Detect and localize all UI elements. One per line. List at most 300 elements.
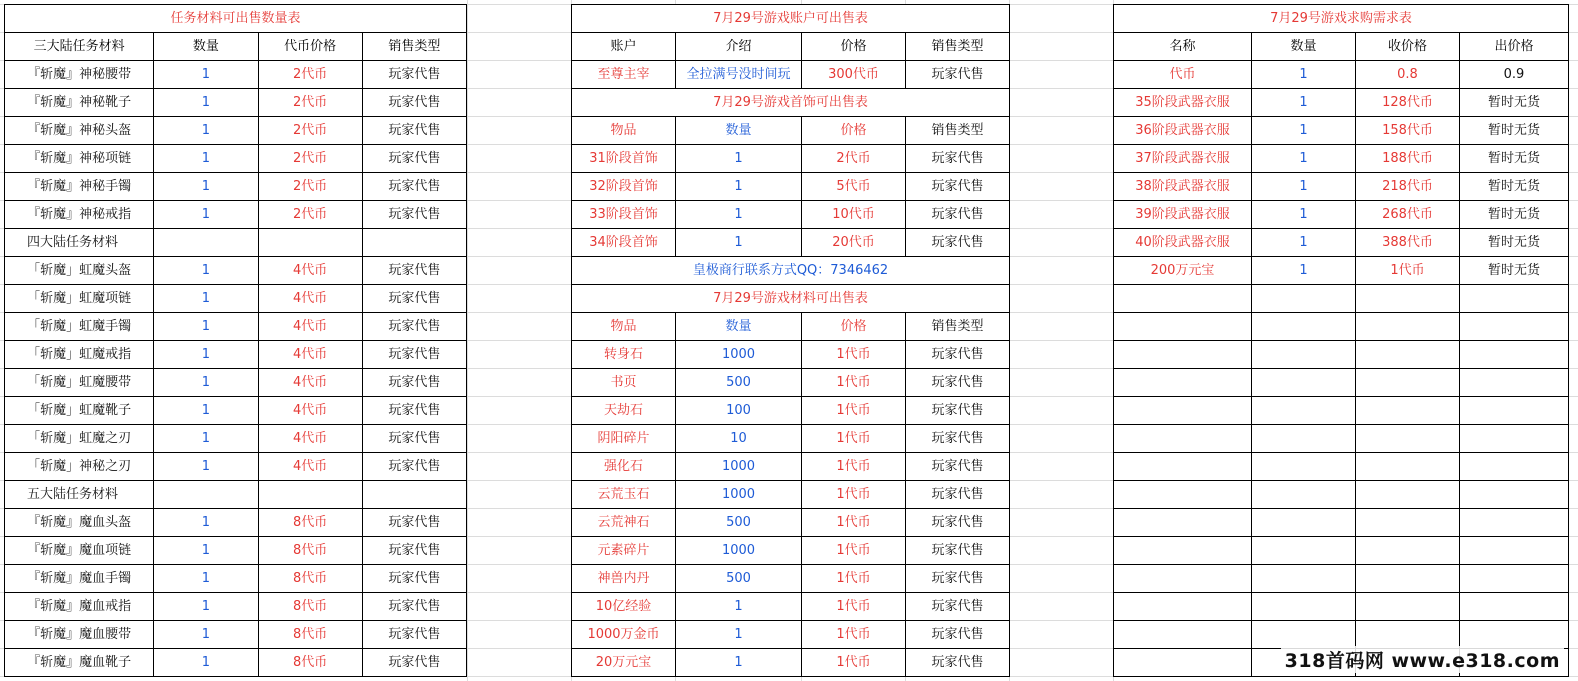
item-name: 33阶段首饰: [572, 201, 676, 229]
sale-type: 玩家代售: [362, 201, 466, 229]
sell-price: 暂时无货: [1460, 89, 1569, 117]
item-name: 元素碎片: [572, 537, 676, 565]
item-quantity: 500: [676, 509, 802, 537]
buy-price: 158代币: [1356, 117, 1460, 145]
table-row: [572, 61, 1010, 89]
buy-price: 268代币: [1356, 201, 1460, 229]
empty-cell: [154, 229, 258, 257]
header-cell: 物品: [572, 313, 676, 341]
item-quantity: 1: [676, 229, 802, 257]
empty-cell: [1356, 565, 1460, 593]
sale-type: 玩家代售: [906, 593, 1010, 621]
header-cell: 价格: [802, 33, 906, 61]
buy-price: 388代币: [1356, 229, 1460, 257]
table-title-row: [1114, 5, 1569, 33]
item-price: 2代币: [258, 145, 362, 173]
item-quantity: 500: [676, 369, 802, 397]
header-cell: 三大陆任务材料: [5, 33, 154, 61]
item-quantity: 1000: [676, 453, 802, 481]
item-price: 4代币: [258, 453, 362, 481]
item-price: 1代币: [802, 481, 906, 509]
table-row: [572, 481, 1010, 509]
sale-type: 玩家代售: [362, 621, 466, 649]
item-price: 1代币: [802, 565, 906, 593]
empty-row: [1114, 397, 1569, 425]
purchase-demand-table: [1113, 4, 1569, 677]
header-cell: 名称: [1114, 33, 1252, 61]
header-cell: 价格: [802, 117, 906, 145]
item-price: 4代币: [258, 313, 362, 341]
item-name: 云荒神石: [572, 509, 676, 537]
table-row: [5, 89, 467, 117]
sale-type: 玩家代售: [362, 89, 466, 117]
header-cell: 账户: [572, 33, 676, 61]
table-row: [5, 341, 467, 369]
item-name: 『斩魔』神秘手镯: [5, 173, 154, 201]
item-price: 1代币: [802, 341, 906, 369]
sale-type: 玩家代售: [906, 61, 1010, 89]
item-quantity: 1: [676, 649, 802, 677]
item-name: 37阶段武器衣服: [1114, 145, 1252, 173]
item-quantity: 1: [154, 117, 258, 145]
item-name: 34阶段首饰: [572, 229, 676, 257]
empty-cell: [1114, 649, 1252, 677]
empty-cell: [1252, 481, 1356, 509]
table-row: [1114, 257, 1569, 285]
item-price: 5代币: [802, 173, 906, 201]
empty-cell: [1356, 453, 1460, 481]
item-name: 「斩魔」虹魔腰带: [5, 369, 154, 397]
buy-price: 128代币: [1356, 89, 1460, 117]
empty-row: [1114, 621, 1569, 649]
header-cell: 销售类型: [906, 313, 1010, 341]
item-quantity: 1: [154, 173, 258, 201]
item-price: 2代币: [802, 145, 906, 173]
item-name: 强化石: [572, 453, 676, 481]
table-row: [5, 565, 467, 593]
item-price: 8代币: [258, 649, 362, 677]
buy-price: 218代币: [1356, 173, 1460, 201]
empty-row: [1114, 453, 1569, 481]
sale-type: 玩家代售: [906, 173, 1010, 201]
account-intro: 全拉满号没时间玩: [676, 61, 802, 89]
empty-cell: [1356, 313, 1460, 341]
item-name: 云荒玉石: [572, 481, 676, 509]
jewelry-table-title: 7月29号游戏首饰可出售表: [572, 89, 1010, 117]
buy-price: 0.8: [1356, 61, 1460, 89]
item-name: 31阶段首饰: [572, 145, 676, 173]
sale-type: 玩家代售: [906, 397, 1010, 425]
empty-cell: [1460, 369, 1569, 397]
sale-type: 玩家代售: [362, 145, 466, 173]
table-title-row: [572, 285, 1010, 313]
item-price: 2代币: [258, 61, 362, 89]
sale-type: 玩家代售: [906, 649, 1010, 677]
table-row: [572, 649, 1010, 677]
item-quantity: 1: [154, 89, 258, 117]
empty-cell: [362, 229, 466, 257]
item-quantity: 1000: [676, 537, 802, 565]
item-name: 38阶段武器衣服: [1114, 173, 1252, 201]
item-name: 『斩魔』神秘戒指: [5, 201, 154, 229]
sell-price: 暂时无货: [1460, 145, 1569, 173]
table-row: [572, 593, 1010, 621]
table-row: [5, 117, 467, 145]
sale-type: 玩家代售: [362, 61, 466, 89]
sale-type: 玩家代售: [906, 341, 1010, 369]
table-title-row: [572, 5, 1010, 33]
item-name: 『斩魔』魔血靴子: [5, 649, 154, 677]
sell-price: 0.9: [1460, 61, 1569, 89]
empty-cell: [1460, 313, 1569, 341]
empty-cell: [1114, 369, 1252, 397]
header-cell: 数量: [676, 313, 802, 341]
item-quantity: 1: [154, 649, 258, 677]
empty-cell: [1252, 341, 1356, 369]
item-quantity: 500: [676, 565, 802, 593]
item-name: 「斩魔」神秘之刃: [5, 453, 154, 481]
item-price: 4代币: [258, 397, 362, 425]
task-materials-table: [4, 4, 467, 677]
item-name: 『斩魔』魔血项链: [5, 537, 154, 565]
item-price: 4代币: [258, 425, 362, 453]
header-cell: 收价格: [1356, 33, 1460, 61]
sale-type: 玩家代售: [906, 369, 1010, 397]
item-name: 20万元宝: [572, 649, 676, 677]
item-price: 2代币: [258, 173, 362, 201]
item-quantity: 1: [154, 509, 258, 537]
empty-cell: [1460, 537, 1569, 565]
empty-row: [1114, 565, 1569, 593]
table-row: [5, 145, 467, 173]
header-cell: 介绍: [676, 33, 802, 61]
table-row: [572, 397, 1010, 425]
empty-cell: [1460, 453, 1569, 481]
item-name: 36阶段武器衣服: [1114, 117, 1252, 145]
sale-type: 玩家代售: [362, 593, 466, 621]
empty-cell: [1114, 565, 1252, 593]
table-row: [1114, 201, 1569, 229]
item-quantity: 1: [154, 313, 258, 341]
table-row: [5, 453, 467, 481]
item-price: 1代币: [802, 621, 906, 649]
item-quantity: 1: [1252, 117, 1356, 145]
watermark: 318首码网 www.e318.com: [1281, 646, 1564, 673]
item-price: 1代币: [802, 509, 906, 537]
item-price: 1代币: [802, 593, 906, 621]
item-quantity: 1000: [676, 341, 802, 369]
item-price: 2代币: [258, 201, 362, 229]
item-quantity: 1: [676, 621, 802, 649]
sale-type: 玩家代售: [906, 201, 1010, 229]
item-name: 书页: [572, 369, 676, 397]
empty-cell: [362, 481, 466, 509]
empty-cell: [1356, 509, 1460, 537]
item-price: 1代币: [802, 649, 906, 677]
table-row: [5, 425, 467, 453]
empty-cell: [1356, 397, 1460, 425]
sale-type: 玩家代售: [362, 341, 466, 369]
empty-cell: [258, 229, 362, 257]
item-name: 32阶段首饰: [572, 173, 676, 201]
item-name: 「斩魔」虹魔之刃: [5, 425, 154, 453]
contact-qq: 皇极商行联系方式QQ：7346462: [572, 257, 1010, 285]
empty-cell: [1114, 341, 1252, 369]
header-cell: 销售类型: [362, 33, 466, 61]
item-price: 2代币: [258, 117, 362, 145]
item-quantity: 1: [154, 621, 258, 649]
empty-cell: [1356, 369, 1460, 397]
empty-row: [1114, 425, 1569, 453]
account-name: 至尊主宰: [572, 61, 676, 89]
table-row: [572, 425, 1010, 453]
item-quantity: 1: [154, 565, 258, 593]
table-header-row: [572, 117, 1010, 145]
item-price: 1代币: [802, 425, 906, 453]
empty-cell: [1114, 425, 1252, 453]
item-quantity: 1: [1252, 61, 1356, 89]
empty-cell: [1252, 593, 1356, 621]
item-price: 8代币: [258, 621, 362, 649]
sale-type: 玩家代售: [362, 453, 466, 481]
item-name: 神兽内丹: [572, 565, 676, 593]
item-quantity: 1: [154, 257, 258, 285]
sale-type: 玩家代售: [362, 537, 466, 565]
empty-cell: [1252, 369, 1356, 397]
table-row: [572, 453, 1010, 481]
item-quantity: 1: [1252, 201, 1356, 229]
header-cell: 数量: [676, 117, 802, 145]
table-row: [1114, 117, 1569, 145]
item-name: 『斩魔』魔血头盔: [5, 509, 154, 537]
section-label: 五大陆任务材料: [5, 481, 154, 509]
empty-row: [1114, 593, 1569, 621]
item-quantity: 1: [676, 173, 802, 201]
sell-price: 暂时无货: [1460, 173, 1569, 201]
item-name: 『斩魔』魔血手镯: [5, 565, 154, 593]
table-row: [5, 201, 467, 229]
empty-cell: [1252, 285, 1356, 313]
header-cell: 价格: [802, 313, 906, 341]
item-price: 8代币: [258, 509, 362, 537]
item-quantity: 1: [154, 285, 258, 313]
table-title-row: [572, 89, 1010, 117]
empty-cell: [1460, 397, 1569, 425]
table-row: [5, 593, 467, 621]
table-row: [1114, 89, 1569, 117]
item-price: 1代币: [802, 453, 906, 481]
item-name: 转身石: [572, 341, 676, 369]
table-row: [5, 509, 467, 537]
header-cell: 代币价格: [258, 33, 362, 61]
empty-cell: [1356, 537, 1460, 565]
item-quantity: 1: [154, 397, 258, 425]
section-row: [5, 229, 467, 257]
empty-cell: [1356, 621, 1460, 649]
empty-cell: [1114, 285, 1252, 313]
item-price: 10代币: [802, 201, 906, 229]
table-header-row: [5, 33, 467, 61]
table-row: [1114, 229, 1569, 257]
sale-type: 玩家代售: [906, 453, 1010, 481]
empty-cell: [1252, 537, 1356, 565]
table-row: [5, 285, 467, 313]
empty-cell: [1460, 341, 1569, 369]
empty-cell: [1252, 565, 1356, 593]
empty-cell: [1114, 453, 1252, 481]
sell-price: 暂时无货: [1460, 201, 1569, 229]
item-quantity: 1: [154, 537, 258, 565]
item-name: 35阶段武器衣服: [1114, 89, 1252, 117]
empty-cell: [1114, 537, 1252, 565]
item-price: 1代币: [802, 369, 906, 397]
contact-row: [572, 257, 1010, 285]
item-price: 20代币: [802, 229, 906, 257]
table-row: [572, 341, 1010, 369]
item-price: 8代币: [258, 565, 362, 593]
sale-type: 玩家代售: [906, 509, 1010, 537]
empty-row: [1114, 341, 1569, 369]
table-header-row: [572, 313, 1010, 341]
sale-type: 玩家代售: [362, 397, 466, 425]
sale-type: 玩家代售: [362, 173, 466, 201]
empty-cell: [1356, 481, 1460, 509]
empty-cell: [1356, 425, 1460, 453]
account-price: 300代币: [802, 61, 906, 89]
item-quantity: 1: [676, 201, 802, 229]
item-quantity: 1: [154, 341, 258, 369]
sale-type: 玩家代售: [362, 257, 466, 285]
sale-type: 玩家代售: [906, 565, 1010, 593]
empty-cell: [1356, 285, 1460, 313]
item-name: 「斩魔」虹魔戒指: [5, 341, 154, 369]
materials-table-title: 7月29号游戏材料可出售表: [572, 285, 1010, 313]
empty-cell: [1252, 313, 1356, 341]
empty-cell: [1460, 285, 1569, 313]
item-quantity: 1: [676, 593, 802, 621]
sale-type: 玩家代售: [362, 425, 466, 453]
empty-cell: [1252, 509, 1356, 537]
empty-cell: [1460, 621, 1569, 649]
item-quantity: 1: [676, 145, 802, 173]
item-price: 4代币: [258, 285, 362, 313]
sell-price: 暂时无货: [1460, 229, 1569, 257]
buy-price: 1代币: [1356, 257, 1460, 285]
item-name: 『斩魔』神秘项链: [5, 145, 154, 173]
table-row: [5, 397, 467, 425]
item-name: 「斩魔」虹魔手镯: [5, 313, 154, 341]
sale-type: 玩家代售: [362, 117, 466, 145]
empty-row: [1114, 369, 1569, 397]
item-name: 40阶段武器衣服: [1114, 229, 1252, 257]
empty-cell: [1460, 593, 1569, 621]
item-quantity: 1: [1252, 145, 1356, 173]
table-row: [572, 621, 1010, 649]
item-price: 4代币: [258, 257, 362, 285]
game-sales-table: [571, 4, 1010, 677]
sale-type: 玩家代售: [362, 649, 466, 677]
empty-row: [1114, 313, 1569, 341]
item-name: 10亿经验: [572, 593, 676, 621]
empty-row: [1114, 509, 1569, 537]
empty-cell: [258, 481, 362, 509]
empty-cell: [1252, 621, 1356, 649]
item-quantity: 1: [1252, 173, 1356, 201]
sell-price: 暂时无货: [1460, 257, 1569, 285]
item-quantity: 1: [154, 61, 258, 89]
empty-cell: [1114, 593, 1252, 621]
item-price: 4代币: [258, 369, 362, 397]
sale-type: 玩家代售: [362, 369, 466, 397]
item-name: 『斩魔』神秘靴子: [5, 89, 154, 117]
item-name: 200万元宝: [1114, 257, 1252, 285]
item-price: 8代币: [258, 593, 362, 621]
sale-type: 玩家代售: [362, 313, 466, 341]
empty-cell: [1252, 425, 1356, 453]
empty-cell: [1356, 341, 1460, 369]
item-name: 『斩魔』神秘头盔: [5, 117, 154, 145]
sale-type: 玩家代售: [362, 509, 466, 537]
header-cell: 数量: [154, 33, 258, 61]
table-row: [1114, 61, 1569, 89]
header-cell: 数量: [1252, 33, 1356, 61]
sale-type: 玩家代售: [906, 621, 1010, 649]
sale-type: 玩家代售: [906, 229, 1010, 257]
table-row: [5, 61, 467, 89]
empty-cell: [1460, 481, 1569, 509]
item-name: 「斩魔」虹魔靴子: [5, 397, 154, 425]
empty-cell: [1114, 481, 1252, 509]
header-cell: 销售类型: [906, 117, 1010, 145]
item-quantity: 10: [676, 425, 802, 453]
item-quantity: 1: [154, 145, 258, 173]
sale-type: 玩家代售: [906, 481, 1010, 509]
table-row: [572, 173, 1010, 201]
table-title: 任务材料可出售数量表: [5, 5, 467, 33]
table-row: [5, 537, 467, 565]
section-row: [5, 481, 467, 509]
item-name: 1000万金币: [572, 621, 676, 649]
table-row: [5, 173, 467, 201]
item-name: 「斩魔」虹魔项链: [5, 285, 154, 313]
empty-cell: [1356, 593, 1460, 621]
empty-cell: [1460, 509, 1569, 537]
account-table-title: 7月29号游戏账户可出售表: [572, 5, 1010, 33]
sale-type: 玩家代售: [906, 145, 1010, 173]
header-cell: 物品: [572, 117, 676, 145]
table-title-row: [5, 5, 467, 33]
empty-cell: [1460, 425, 1569, 453]
table-row: [572, 369, 1010, 397]
table-title: 7月29号游戏求购需求表: [1114, 5, 1569, 33]
table-row: [572, 509, 1010, 537]
item-price: 2代币: [258, 89, 362, 117]
table-row: [572, 145, 1010, 173]
table-header-row: [572, 33, 1010, 61]
item-name: 天劫石: [572, 397, 676, 425]
item-name: 『斩魔』魔血腰带: [5, 621, 154, 649]
item-quantity: 1000: [676, 481, 802, 509]
empty-row: [1114, 537, 1569, 565]
table-row: [572, 537, 1010, 565]
item-quantity: 1: [1252, 257, 1356, 285]
buy-price: 188代币: [1356, 145, 1460, 173]
item-price: 1代币: [802, 537, 906, 565]
sell-price: 暂时无货: [1460, 117, 1569, 145]
empty-cell: [1252, 397, 1356, 425]
empty-row: [1114, 285, 1569, 313]
section-label: 四大陆任务材料: [5, 229, 154, 257]
